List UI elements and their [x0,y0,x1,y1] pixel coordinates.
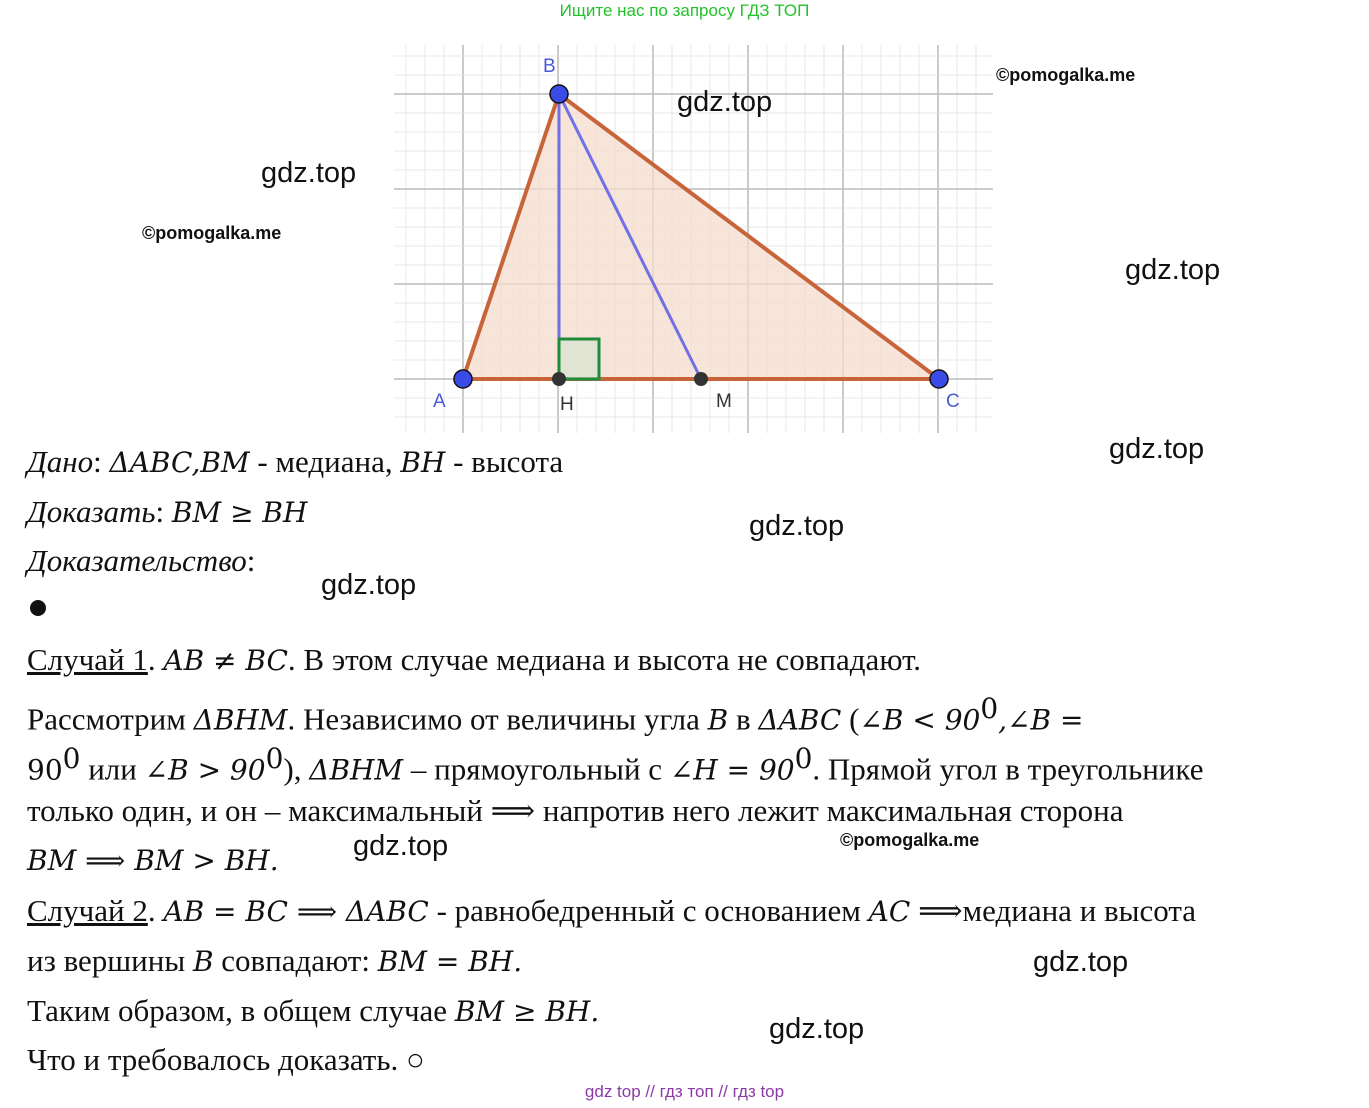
point-m [694,372,708,386]
label-b: B [543,56,556,77]
proof-line-3: Рассмотрим ΔBHM. Независимо от величины угла B в ΔABC (∠B < $90^0,\angle B$ = [27,692,1084,737]
given-math-1: ΔABC,BM [109,446,250,479]
proof-line-8: из вершины B совпадают: BM = BH. [27,943,523,978]
point-c [930,370,948,388]
bullet-dot [30,600,46,616]
watermark-gdz: gdz.top [261,157,357,189]
watermark-gdz: gdz.top [321,569,417,601]
point-b [550,85,568,103]
qed-line: Что и требовалось доказать. ○ [27,1042,425,1077]
watermark-gdz: gdz.top [353,830,449,862]
case1-math: AB ≠ BC [163,644,288,677]
case2-line: Случай 2. AB = BC ⟹ ΔABC - равнобедренный с основанием AC ⟹медиана и высота [27,893,1197,928]
top-banner: Ищите нас по запросу ГДЗ ТОП [559,1,810,20]
given-line: Дано: ΔABC,BM - медиана, BH - высота [27,444,564,479]
watermark-pomogalka: ©pomogalka.me [840,830,980,850]
label-m: M [716,391,732,412]
triangle-abc [463,94,939,379]
point-a [454,370,472,388]
triangle-figure [0,0,1369,440]
case2-label: Случай 2 [27,893,148,928]
watermark-gdz: gdz.top [749,510,845,542]
prove-math: BM ≥ BH [171,496,308,529]
proof-line-6: BM ⟹ BM > BH. [27,844,279,877]
proof-line-4: $90^0$ или ∠B > $90^0$), ΔBHM – прямоугольный с ∠H = $90^0$. Прямой угол в треугольнике [27,742,1204,787]
given-label: Дано [27,444,94,479]
case1-label: Случай 1 [27,642,148,677]
prove-line: Доказать: BM ≥ BH [27,494,308,529]
label-c: C [946,391,960,412]
proof-label: Доказательство [27,543,247,578]
watermark-gdz: gdz.top [1033,946,1129,978]
conclusion-line: Таким образом, в общем случае BM ≥ BH. [27,993,600,1028]
watermark-gdz: gdz.top [769,1013,865,1045]
right-angle-mark [559,339,599,379]
label-h: H [560,394,574,415]
point-h [552,372,566,386]
prove-label: Доказать [27,494,156,529]
label-a: A [433,391,446,412]
given-math-2: BH [400,446,446,479]
watermark-gdz: gdz.top [1125,254,1221,286]
case1-line: Случай 1. AB ≠ BC. В этом случае медиана и высота не совпадают. [27,642,922,677]
proof-heading: Доказательство: [27,543,256,578]
watermark-gdz: gdz.top [1109,433,1205,465]
watermark-pomogalka: ©pomogalka.me [142,223,282,243]
bottom-banner: gdz top // гдз топ // гдз top [584,1082,785,1101]
proof-line-5: только один, и он – максимальный ⟹ напротив него лежит максимальная сторона [27,793,1124,828]
watermark-gdz: gdz.top [677,86,773,118]
watermark-pomogalka: ©pomogalka.me [996,65,1136,85]
